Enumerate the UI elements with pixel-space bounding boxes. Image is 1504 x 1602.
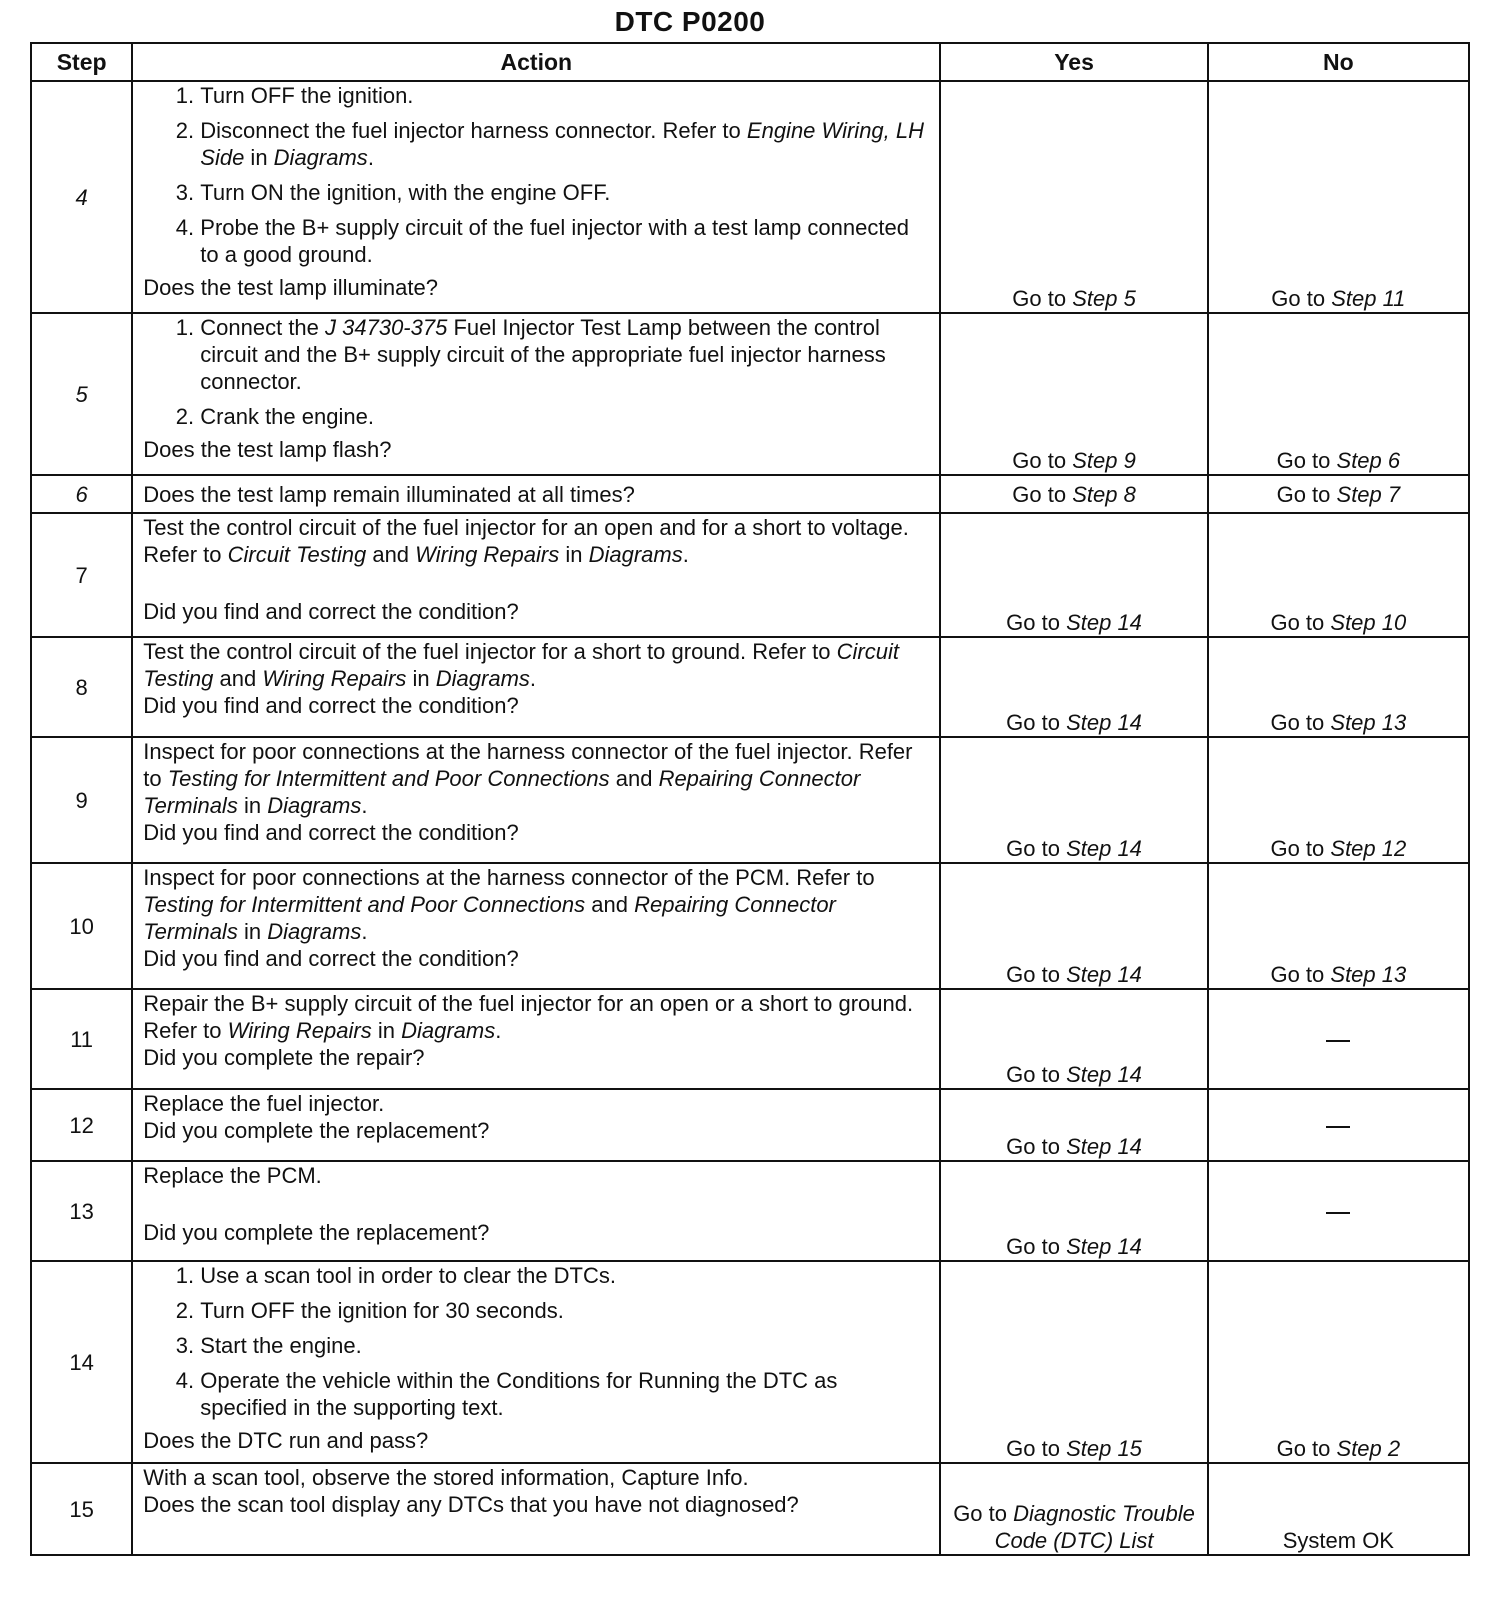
goto-link[interactable]: Go to Step 11 [1271,286,1406,311]
yes-outcome [940,737,1207,863]
header-step: Step [31,43,132,81]
reference-text: Wiring Repairs [227,1018,372,1043]
goto-target: Step 14 [1066,1134,1142,1159]
header-action: Action [132,43,940,81]
no-outcome [1208,737,1469,863]
goto-target: Step 10 [1330,610,1407,635]
table-row [31,989,1469,1089]
yes-outcome [940,513,1207,637]
goto-link[interactable]: Go to Step 14 [1006,1062,1142,1087]
table-row [31,81,1469,313]
dtc-table [30,42,1470,1556]
action-text: Inspect for poor connections at the harness connector of the PCM. Refer to Testing for Intermittent and Poor Connections and Repairing Connector Terminals in Diagrams. [143,865,875,944]
action-question: Did you find and correct the condition? [143,693,519,718]
reference-text: Repairing Connector Terminals [143,892,836,944]
action-question: Does the test lamp flash? [143,437,392,462]
action-text: Repair the B+ supply circuit of the fuel injector for an open or a short to ground. Refer to Wiring Repairs in Diagrams. [143,991,914,1043]
not-applicable-dash [1326,1126,1350,1128]
action-steps-list [143,314,929,430]
no-outcome [1208,1463,1469,1555]
goto-link[interactable]: Go to Step 13 [1270,962,1407,987]
step-number: 12 [31,1089,132,1161]
action-cell [132,313,940,475]
goto-link[interactable]: Go to Step 8 [1012,481,1136,507]
step-number: 4 [31,81,132,313]
outcome-text: System OK [1282,1528,1394,1553]
step-number: 6 [31,475,132,513]
step-number: 15 [31,1463,132,1555]
action-cell [132,1161,940,1261]
reference-text: J 34730-375 [325,315,448,340]
action-cell [132,863,940,989]
step-number: 14 [31,1261,132,1463]
action-question: Does the DTC run and pass? [143,1428,429,1453]
reference-text: Wiring Repairs [262,666,407,691]
step-number: 8 [31,637,132,737]
table-row [31,1161,1469,1261]
goto-link[interactable]: Go to Step 7 [1276,481,1401,507]
no-outcome [1208,1161,1469,1261]
reference-text: Testing for Intermittent and Poor Connections [167,766,610,791]
goto-target: Step 14 [1066,1234,1142,1259]
yes-outcome [940,637,1207,737]
table-row [31,737,1469,863]
action-cell [132,475,940,513]
goto-target: Step 12 [1330,836,1407,861]
action-text: Replace the PCM. [143,1163,322,1188]
goto-target: Step 13 [1330,962,1407,987]
action-cell [132,989,940,1089]
no-outcome [1208,313,1469,475]
not-applicable-dash [1326,1212,1350,1214]
yes-outcome [940,863,1207,989]
action-cell [132,513,940,637]
yes-outcome [940,1089,1207,1161]
table-row [31,475,1469,513]
reference-text: Testing for Intermittent and Poor Connections [143,892,586,917]
action-text: Test the control circuit of the fuel injector for an open and for a short to voltage. Refer to Circuit Testing and Wiring Repairs in Diagrams. [143,515,909,567]
reference-text: Diagrams [267,919,362,944]
reference-text: Diagrams [267,793,362,818]
goto-link[interactable]: Go to Step 12 [1270,836,1407,861]
table-row [31,313,1469,475]
goto-target: Step 14 [1066,710,1142,735]
action-question: Did you find and correct the condition? [143,599,519,624]
reference-text: Wiring Repairs [415,542,560,567]
no-outcome [1208,1261,1469,1463]
step-number: 9 [31,737,132,863]
goto-link[interactable]: Go to Step 10 [1270,610,1407,635]
reference-text: Circuit Testing [227,542,367,567]
action-text: Replace the fuel injector. [143,1091,385,1116]
yes-outcome [940,1161,1207,1261]
goto-target: Step 7 [1336,481,1401,507]
action-cell [132,1261,940,1463]
goto-link[interactable]: Go to Diagnostic Trouble Code (DTC) List [953,1501,1195,1553]
header-yes: Yes [940,43,1207,81]
action-cell [132,81,940,313]
action-question: Did you complete the repair? [143,1045,425,1070]
not-applicable-dash [1326,1040,1350,1042]
goto-target: Step 14 [1066,610,1142,635]
step-number: 10 [31,863,132,989]
goto-target: Step 8 [1072,481,1136,507]
header-row [31,43,1469,81]
goto-link[interactable]: Go to Step 9 [1012,448,1136,473]
reference-text: Diagrams [273,145,368,170]
yes-outcome [940,1463,1207,1555]
action-question: Does the scan tool display any DTCs that you have not diagnosed? [143,1492,799,1517]
yes-outcome [940,313,1207,475]
table-row [31,1463,1469,1555]
goto-link[interactable]: Go to Step 14 [1006,836,1142,861]
goto-link[interactable]: Go to Step 14 [1006,610,1142,635]
action-step: 3. Start the engine. [200,1332,929,1359]
goto-link[interactable]: Go to Step 6 [1276,448,1401,473]
goto-link[interactable]: Go to Step 14 [1006,1234,1142,1259]
goto-link[interactable]: Go to Step 14 [1006,710,1142,735]
goto-target: Step 14 [1066,962,1142,987]
yes-outcome [940,81,1207,313]
goto-target: Step 5 [1072,286,1136,311]
reference-text: Repairing Connector Terminals [143,766,861,818]
goto-target: Step 14 [1066,1062,1142,1087]
no-outcome [1208,81,1469,313]
action-step: 1. Connect the J 34730-375 Fuel Injector Test Lamp between the control circuit and the B+ supply circuit of the appropriate fuel injector harness connector. [200,314,929,395]
goto-target: Step 13 [1330,710,1407,735]
action-cell [132,637,940,737]
yes-outcome [940,989,1207,1089]
yes-outcome [940,475,1207,513]
reference-text: Diagrams [401,1018,496,1043]
yes-outcome [940,1261,1207,1463]
goto-target: Step 11 [1331,286,1406,311]
action-question: Did you find and correct the condition? [143,820,519,845]
no-outcome [1208,989,1469,1089]
reference-text: Diagrams [588,542,683,567]
table-row [31,513,1469,637]
table-row [31,863,1469,989]
action-text: With a scan tool, observe the stored information, Capture Info. [143,1465,749,1490]
action-step: 4. Probe the B+ supply circuit of the fuel injector with a test lamp connected to a good ground. [200,214,929,268]
action-question: Did you complete the replacement? [143,1118,490,1143]
action-step: 2. Disconnect the fuel injector harness connector. Refer to Engine Wiring, LH Side in Diagrams. [200,117,929,171]
no-outcome [1208,863,1469,989]
table-row [31,637,1469,737]
step-number: 13 [31,1161,132,1261]
no-outcome [1208,637,1469,737]
goto-target: Step 15 [1066,1436,1142,1461]
step-number: 11 [31,989,132,1089]
no-outcome [1208,1089,1469,1161]
goto-target: Diagnostic Trouble Code (DTC) List [994,1501,1195,1553]
action-text: Test the control circuit of the fuel injector for a short to ground. Refer to Circuit Testing and Wiring Repairs in Diagrams. [143,639,899,691]
goto-link[interactable]: Go to Step 5 [1012,286,1136,311]
goto-link[interactable]: Go to Step 14 [1006,962,1142,987]
goto-target: Step 14 [1066,836,1142,861]
table-row [31,1089,1469,1161]
action-steps-list [143,1262,929,1421]
action-cell [132,737,940,863]
action-step: 2. Crank the engine. [200,403,929,430]
action-question: Does the test lamp illuminate? [143,275,438,300]
goto-link[interactable]: Go to Step 15 [1006,1436,1142,1461]
action-question: Did you complete the replacement? [143,1220,490,1245]
action-steps-list [143,82,929,268]
goto-target: Step 6 [1336,448,1401,473]
action-step: 1. Turn OFF the ignition. [200,82,929,109]
header-no: No [1208,43,1469,81]
step-number: 5 [31,313,132,475]
action-text: Inspect for poor connections at the harness connector of the fuel injector. Refer to Testing for Intermittent and Poor Connections and Repairing Connector Terminals in Diagrams. [143,739,913,818]
no-outcome [1208,513,1469,637]
action-step: 4. Operate the vehicle within the Conditions for Running the DTC as specified in the supporting text. [200,1367,929,1421]
no-outcome [1208,475,1469,513]
action-step: 1. Use a scan tool in order to clear the DTCs. [200,1262,929,1289]
goto-link[interactable]: Go to Step 14 [1006,1134,1142,1159]
action-cell [132,1089,940,1161]
page-title: DTC P0200 [614,6,766,37]
goto-link[interactable]: Go to Step 13 [1270,710,1407,735]
action-cell [132,1463,940,1555]
goto-link[interactable]: Go to Step 2 [1276,1436,1401,1461]
goto-target: Step 2 [1336,1436,1401,1461]
action-step: 3. Turn ON the ignition, with the engine OFF. [200,179,929,206]
reference-text: Diagrams [435,666,530,691]
action-step: 2. Turn OFF the ignition for 30 seconds. [200,1297,929,1324]
reference-text: Engine Wiring, LH Side [200,118,925,170]
table-row [31,1261,1469,1463]
action-question: Does the test lamp remain illuminated at all times? [143,481,635,507]
goto-target: Step 9 [1072,448,1136,473]
step-number: 7 [31,513,132,637]
action-question: Did you find and correct the condition? [143,946,519,971]
reference-text: Circuit Testing [143,639,899,691]
